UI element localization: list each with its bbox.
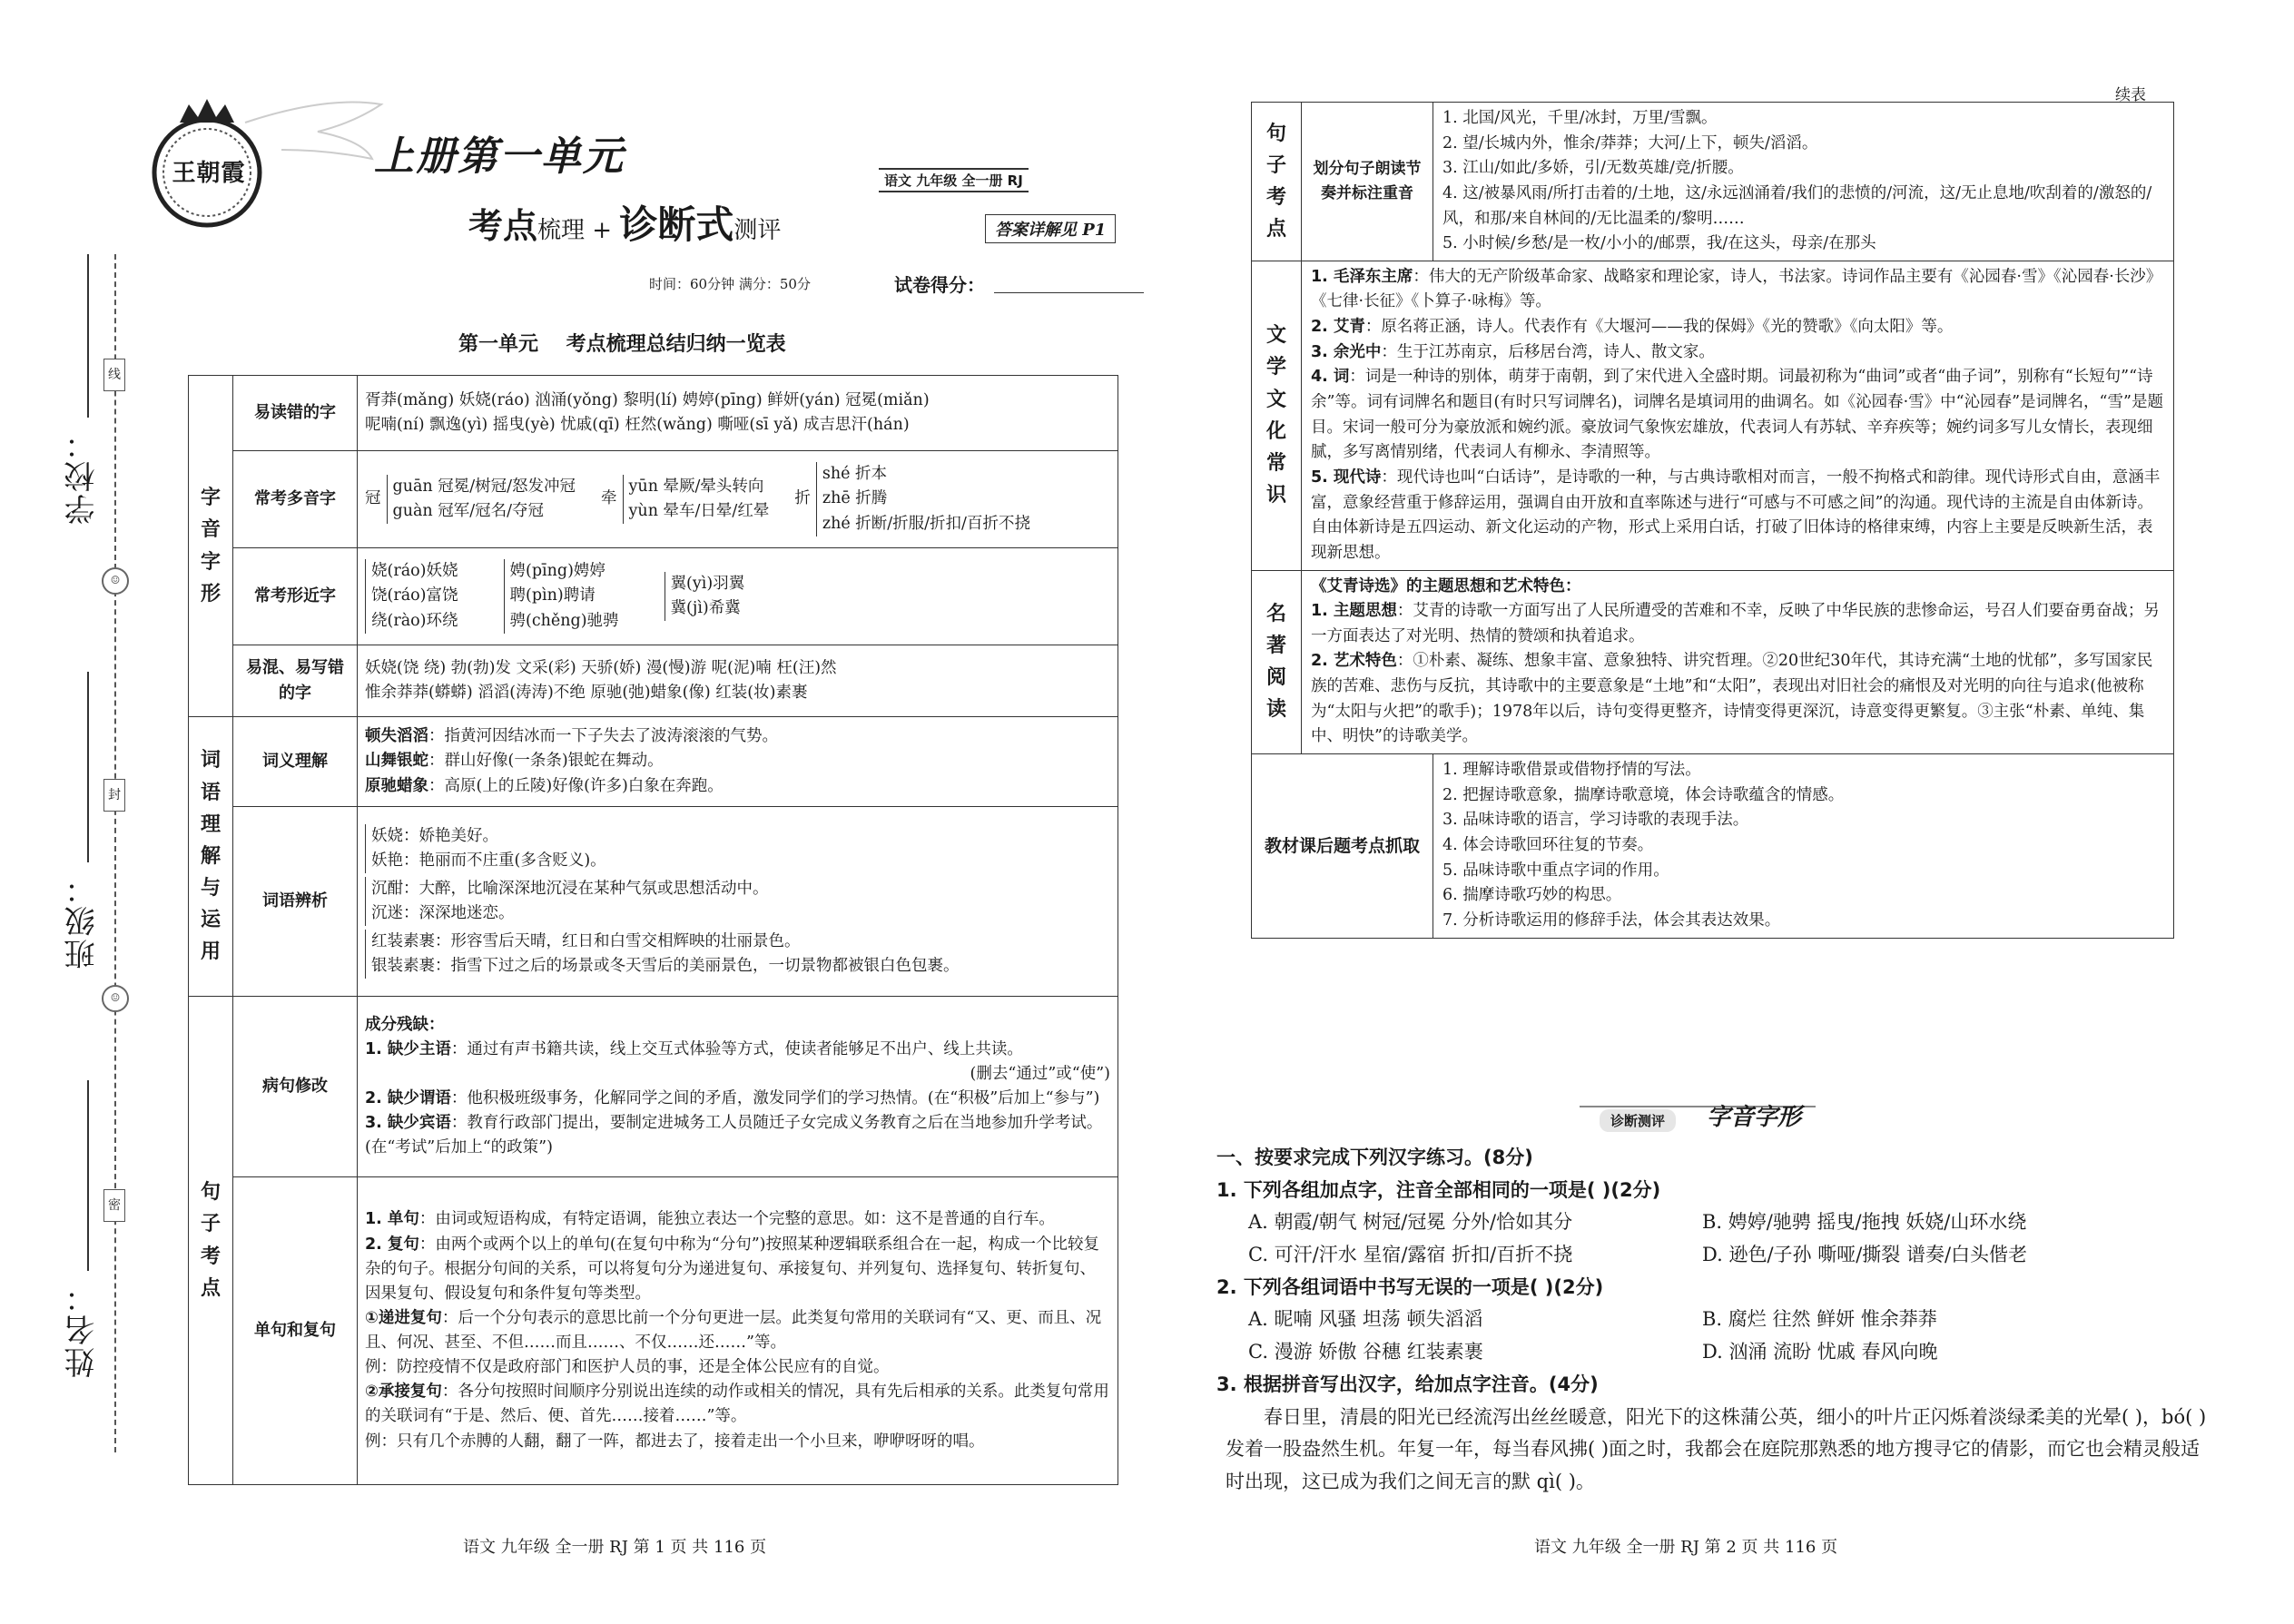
banner-tag: 诊断测评 — [1600, 1109, 1676, 1132]
sub-bianxi: 词语辨析 — [233, 807, 358, 997]
yihun-cell: 妖娆(饶 绕) 勃(勃)发 文采(彩) 天骄(娇) 漫(慢)游 呢(泥)喃 枉(汪)然 惟余莽莽(蟒蟒) 滔滔(涛涛)不绝 原驰(弛)蜡象(像) 红装(妆)素裹 — [358, 645, 1118, 717]
category-juzi: 句子考点 — [189, 997, 233, 1485]
binding-dashed-line — [114, 254, 116, 1452]
sub-huafen: 划分句子朗读节奏并标注重音 — [1302, 103, 1433, 261]
xingjin-cell: 娆(ráo)妖娆 饶(ráo)富饶 绕(rào)环绕 娉(pīng)娉婷 聘(pìn)聘请 骋(chěng)驰骋 翼(yì)羽翼 冀(jì)希冀 — [358, 548, 1118, 645]
bingju-cell: 成分残缺： 1. 缺少主语：通过有声书籍共读，线上交互式体验等方式，使读者能够足不出户、线上共读。 (删去“通过”或“使”) 2. 缺少谓语：他积极班级事务，化解同学之间的矛盾，激发同学们的学习热情。(在“积极”后加上“参与”) 3. 缺少宾语：教育行政部门提出，要制定进城务工人员随迁子女完成义务教育之后在当地参加升学考试。(在“考试”后加上“的政策”) — [358, 997, 1118, 1177]
option-a[interactable]: A. 朝霞/朝气 树冠/冠冕 分外/恰如其分 — [1248, 1211, 1573, 1234]
binding-hole-icon: ☺ — [102, 985, 129, 1012]
table-row — [189, 717, 1118, 807]
option-d[interactable]: D. 逊色/子孙 嘶哑/撕裂 谱奏/白头偕老 — [1702, 1244, 2028, 1266]
questions — [1216, 1142, 2215, 1499]
sub-xingjin: 常考形近字 — [233, 548, 358, 645]
option-b[interactable]: B. 娉婷/驰骋 摇曳/拖拽 妖娆/山环水绕 — [1702, 1211, 2027, 1234]
sub-yidu: 易读错的字 — [233, 376, 358, 451]
sub-duoyin: 常考多音字 — [233, 451, 358, 548]
category-mingzhu: 名著阅读 — [1252, 570, 1302, 753]
huafen-cell: 1. 北国/风光，千里/冰封，万里/雪飘。 2. 望/长城内外，惟余/莽莽；大河/上下，顿失/滔滔。 3. 江山/如此/多娇，引/无数英雄/竞/折腰。 4. 这/被暴风雨/所打击着的/土地，这/永远汹涌着/我们的悲愤的/河流，这/无止息地/吹刮着的/激怒的/风，和那/来自林间的/无比温柔的/黎明…… 5. 小时候/乡愁/是一枚/小小的/邮票，我/在这头，母亲/在那头 — [1433, 103, 2174, 261]
jiaocai-cell: 1. 理解诗歌借景或借物抒情的写法。 2. 把握诗歌意象，揣摩诗歌意境，体会诗歌蕴含的情感。 3. 品味诗歌的语言，学习诗歌的表现手法。 4. 体会诗歌回环往复的节奏。 5. 品味诗歌中重点字词的作用。 6. 揣摩诗歌巧妙的构思。 7. 分析诗歌运用的修辞手法，体会其表达效果。 — [1433, 754, 2174, 938]
subtitle: 考点梳理 + 诊断式测评 — [468, 202, 782, 247]
table-row — [1252, 261, 2174, 570]
sub-jiaocai: 教材课后题考点抓取 — [1252, 754, 1433, 938]
summary-title: 第一单元 考点梳理总结归纳一览表 — [458, 333, 786, 356]
sub-bingju: 病句修改 — [233, 997, 358, 1177]
danju-cell: 1. 单句：由词或短语构成，有特定语调，能独立表达一个完整的意思。如：这不是普通的自行车。 2. 复句：由两个或两个以上的单句(在复句中称为“分句”)按照某种逻辑联系组合在一起，构成一个比较复杂的句子。根据分句间的关系，可以将复句分为递进复句、承接复句、并列复句、选择复句、转折复句、因果复句、假设复句和条件复句等类型。 ①递进复句：后一个分句表示的意思比前一个分句更进一层。此类复句常用的关联词有“又、更、而且、况且、何况、甚至、不但……而且……、不仅……还……”等。 例：防控疫情不仅是政府部门和医护人员的事，还是全体公民应有的自觉。 ②承接复句：各分句按照时间顺序分别说出连续的动作或相关的情况，具有先后相承的关系。此类复句常用的关联词有“于是、然后、便、首先……接着……”等。 例：只有几个赤膊的人翻，翻了一阵，都进去了，接着走出一个小旦来，咿咿呀呀的唱。 — [358, 1177, 1118, 1485]
table-row — [189, 1177, 1118, 1485]
continued-label: 续表 — [2115, 86, 2146, 104]
yidu-cell: 胥莽(mǎng) 妖娆(ráo) 汹涌(yǒng) 黎明(lí) 娉婷(pīng) 鲜妍(yán) 冠冕(miǎn) 呢喃(ní) 飘逸(yì) 摇曳(yè) 忧戚(qī) 枉然(wǎng) 嘶哑(sī yǎ) 成吉思汗(hán) — [358, 376, 1118, 451]
option-b[interactable]: B. 腐烂 往然 鲜妍 惟余莽莽 — [1702, 1308, 1937, 1331]
category-zixing: 字音字形 — [189, 376, 233, 717]
seal-mark-dense: 密 — [103, 1189, 125, 1222]
score-label: 试卷得分： — [894, 274, 985, 296]
binding-hole-icon: ☺ — [102, 567, 129, 595]
mingzhu-cell: 《艾青诗选》的主题思想和艺术特色： 1. 主题思想：艾青的诗歌一方面写出了人民所遭受的苦难和不幸，反映了中华民族的悲惨命运，号召人们要奋勇奋战；另一方面表达了对光明、热情的赞颂和执着追求。 2. 艺术特色：①朴素、凝练、想象丰富、意象独特、讲究哲理。②20世纪30年代，其诗充满“土地的忧郁”，多写国家民族的苦难、悲伤与反抗，其诗歌中的主要意象是“土地”和“太阳”，表现出对旧社会的痛恨及对光明的向往与追求(他被称为“太阳与火把”的歌手)；1978年以后，诗句变得更整齐，诗情变得更深沉，诗意变得更繁复。③主张“朴素、单纯、集中、明快”的诗歌美学。 — [1302, 570, 2174, 753]
banner-title: 字音字形 — [1707, 1104, 1802, 1131]
answer-reference[interactable]: 答案详解见 P1 — [985, 214, 1116, 243]
q3-passage[interactable]: 春日里，清晨的阳光已经流泻出丝丝暖意，阳光下的这株蒲公英，细小的叶片正闪烁着淡绿柔美的光晕( )，bó( )发着一股盎然生机。年复一年，每当春风拂( )面之时，我都会在庭院那熟悉的地方搜寻它的倩影，而它也会精灵般适时出现，这已成为我们之间无言的默 qì( )。 — [1226, 1405, 2207, 1492]
name-label: 姓名： — [64, 1280, 101, 1378]
table-row — [1252, 570, 2174, 753]
table-row — [189, 807, 1118, 997]
q1-options — [1248, 1206, 2215, 1271]
summary-table-continued — [1251, 102, 2174, 939]
table-row — [189, 451, 1118, 548]
option-c[interactable]: C. 漫游 娇傲 谷穗 红装素裹 — [1248, 1341, 1483, 1363]
summary-table — [188, 375, 1118, 1485]
table-row — [189, 645, 1118, 717]
category-wenxue: 文学文化常识 — [1252, 261, 1302, 570]
question-1: 1. 下列各组加点字，注音全部相同的一项是( )(2分) — [1216, 1178, 1661, 1201]
subject-info: 语文 九年级 全一册 RJ — [879, 168, 1029, 192]
footer-right: 语文 九年级 全一册 RJ 第 2 页 共 116 页 — [1534, 1538, 1838, 1557]
unit-title: 上册第一单元 — [374, 133, 625, 180]
sub-yihun: 易混、易写错的字 — [233, 645, 358, 717]
part-title: 一、按要求完成下列汉字练习。(8分) — [1216, 1147, 1533, 1168]
ciyi-cell: 顿失滔滔：指黄河因结冰而一下子失去了波涛滚滚的气势。 山舞银蛇：群山好像(一条条)银蛇在舞动。 原驰蜡象：高原(上的丘陵)好像(许多)白象在奔跑。 — [358, 717, 1118, 807]
table-row — [189, 548, 1118, 645]
sub-ciyi: 词义理解 — [233, 717, 358, 807]
option-d[interactable]: D. 汹涌 流盼 忧戚 春风向晚 — [1702, 1341, 1938, 1363]
school-label: 学校： — [64, 427, 101, 525]
time-score-info: 时间：60分钟 满分：50分 — [649, 276, 811, 292]
logo-text: 王朝霞 — [172, 160, 246, 187]
question-2: 2. 下列各组词语中书写无误的一项是( )(2分) — [1216, 1275, 1604, 1298]
wenxue-cell: 1. 毛泽东主席：伟大的无产阶级革命家、战略家和理论家，诗人，书法家。诗词作品主要有《沁园春·雪》《沁园春·长沙》《七律·长征》《卜算子·咏梅》等。 2. 艾青：原名蒋正涵，诗人。代表作有《大堰河——我的保姆》《光的赞歌》《向太阳》等。 3. 余光中：生于江苏南京，后移居台湾，诗人、散文家。 4. 词：词是一种诗的别体，萌芽于南朝，到了宋代进入全盛时期。词最初称为“曲词”或者“曲子词”，别称有“长短句”“诗余”等。词有词牌名和题目(有时只写词牌名)，词牌名是填词用的曲调名。如《沁园春·雪》中“沁园春”是词牌名，“雪”是题目。宋词一般可分为豪放派和婉约派。豪放词气象恢宏雄放，代表词人有苏轼、辛弃疾等；婉约词多写儿女情长，表现细腻，多写离情别绪，代表词人有柳永、李清照等。 5. 现代诗：现代诗也叫“白话诗”，是诗歌的一种，与古典诗歌相对而言，一般不拘格式和韵律。现代诗形式自由，意涵丰富，意象经营重于修辞运用，强调自由开放和直率陈述与进行“可感与不可感之间”的沟通。现代诗的主流是自由体新诗。自由体新诗是五四运动、新文化运动的产物，形式上采用白话，打破了旧体诗的格律束缚，内容上主要是反映新生活，表现新思想。 — [1302, 261, 2174, 570]
category-ciyu: 词语理解与运用 — [189, 717, 233, 997]
table-row — [1252, 754, 2174, 938]
duoyin-cell: 冠 guān 冠冕/树冠/怒发冲冠 guàn 冠军/冠名/夺冠 牵 yūn 晕厥/晕头转向 yùn 晕车/日晕/红晕 折 shé 折本 zhē 折腾 zhé 折断/折服/折扣/百折不挠 — [358, 451, 1118, 548]
class-blank[interactable] — [87, 672, 89, 862]
table-row — [189, 376, 1118, 451]
table-row — [1252, 103, 2174, 261]
seal-mark-line: 线 — [103, 359, 125, 391]
option-c[interactable]: C. 可汗/汗水 星宿/露宿 折扣/百折不挠 — [1248, 1244, 1573, 1266]
sub-danju: 单句和复句 — [233, 1177, 358, 1485]
school-blank[interactable] — [87, 254, 89, 418]
option-a[interactable]: A. 昵喃 风骚 坦荡 顿失滔滔 — [1248, 1308, 1483, 1331]
question-3: 3. 根据拼音写出汉字，给加点字注音。(4分) — [1216, 1373, 1599, 1395]
bianxi-cell: 妖娆：娇艳美好。 妖艳：艳丽而不庄重(多含贬义)。 沉酣：大醉，比喻深深地沉浸在某种气氛或思想活动中。 沉迷：深深地迷恋。 红装素裹：形容雪后天晴，红日和白雪交相辉映的壮丽景色。 银装素裹：指雪下过之后的场景或冬天雪后的美丽景色，一切景物都被银白色包裹。 — [358, 807, 1118, 997]
name-blank[interactable] — [87, 1080, 89, 1271]
seal-mark-seal: 封 — [103, 779, 125, 812]
score-blank[interactable] — [994, 292, 1144, 293]
footer-left: 语文 九年级 全一册 RJ 第 1 页 共 116 页 — [463, 1538, 767, 1557]
table-row — [189, 997, 1118, 1177]
class-label: 班级： — [64, 871, 101, 969]
category-juzi: 句子考点 — [1252, 103, 1302, 261]
q2-options — [1248, 1304, 2215, 1368]
